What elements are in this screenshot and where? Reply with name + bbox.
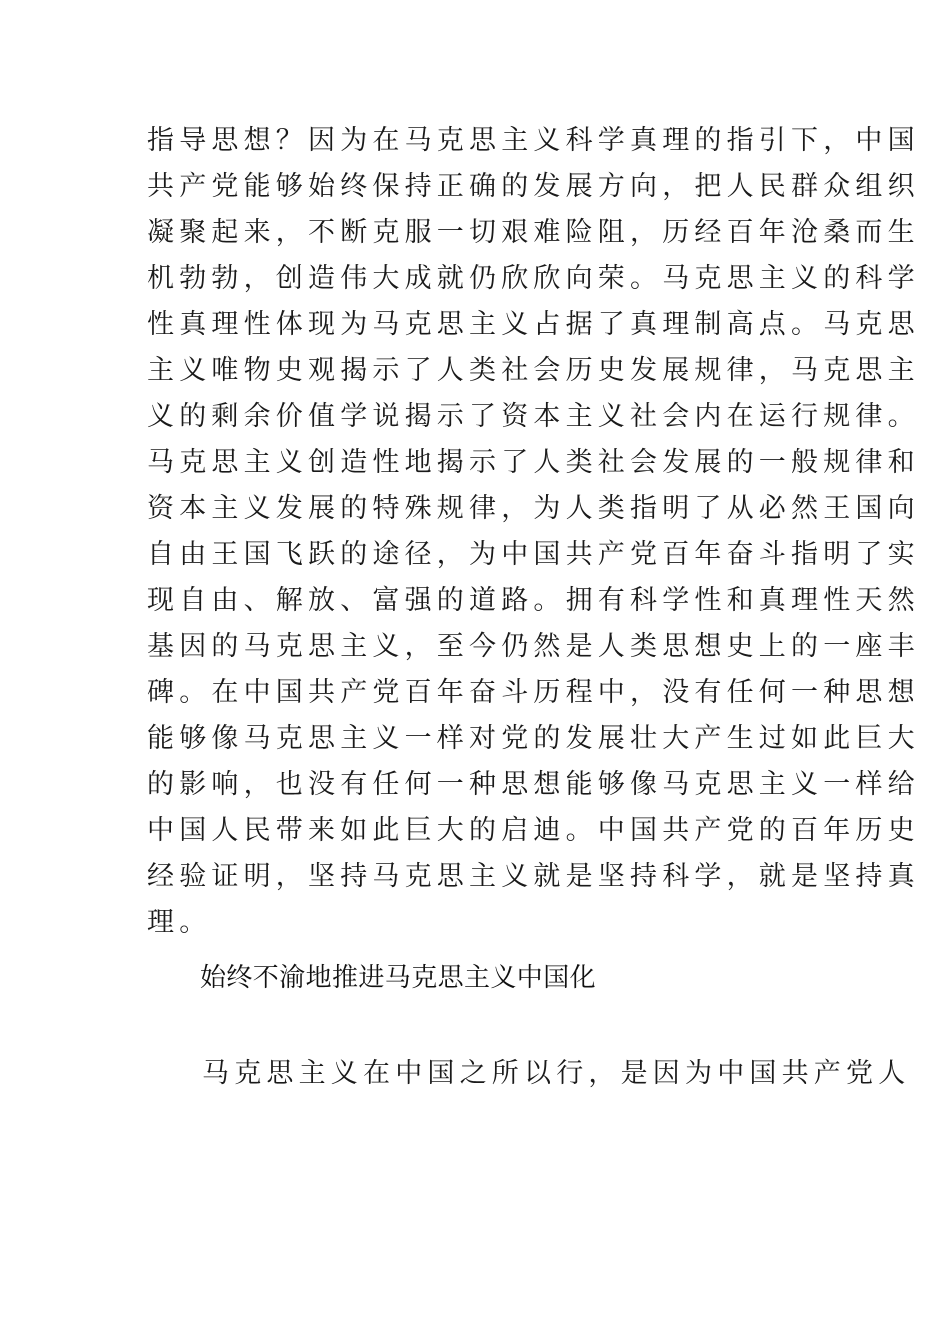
text-line: 机勃勃，创造伟大成就仍欣欣向荣。马克思主义的科学	[147, 263, 920, 294]
text-line: 资本主义发展的特殊规律，为人类指明了从必然王国向	[147, 493, 920, 524]
paragraph-two-first-line: 马克思主义在中国之所以行，是因为中国共产党人	[202, 1058, 911, 1089]
text-line: 主义唯物史观揭示了人类社会历史发展规律，马克思主	[147, 355, 920, 386]
text-line: 马克思主义创造性地揭示了人类社会发展的一般规律和	[147, 447, 920, 478]
section-heading: 始终不渝地推进马克思主义中国化	[200, 963, 597, 993]
text-line: 共产党能够始终保持正确的发展方向，把人民群众组织	[147, 171, 920, 202]
text-line: 义的剩余价值学说揭示了资本主义社会内在运行规律。	[147, 401, 920, 432]
text-line: 理。	[147, 907, 212, 938]
text-line: 经验证明，坚持马克思主义就是坚持科学，就是坚持真	[147, 861, 920, 892]
text-line: 基因的马克思主义，至今仍然是人类思想史上的一座丰	[147, 631, 920, 662]
text-line: 指导思想？因为在马克思主义科学真理的指引下，中国	[147, 125, 920, 156]
text-line: 现自由、解放、富强的道路。拥有科学性和真理性天然	[147, 585, 920, 616]
text-line: 凝聚起来，不断克服一切艰难险阻，历经百年沧桑而生	[147, 217, 920, 248]
text-line: 自由王国飞跃的途径，为中国共产党百年奋斗指明了实	[147, 539, 920, 570]
text-line: 的影响，也没有任何一种思想能够像马克思主义一样给	[147, 769, 920, 800]
paragraph-body	[147, 118, 920, 946]
text-line: 能够像马克思主义一样对党的发展壮大产生过如此巨大	[147, 723, 920, 754]
text-line: 性真理性体现为马克思主义占据了真理制高点。马克思	[147, 309, 920, 340]
text-line: 中国人民带来如此巨大的启迪。中国共产党的百年历史	[147, 815, 920, 846]
text-line: 碑。在中国共产党百年奋斗历程中，没有任何一种思想	[147, 677, 920, 708]
